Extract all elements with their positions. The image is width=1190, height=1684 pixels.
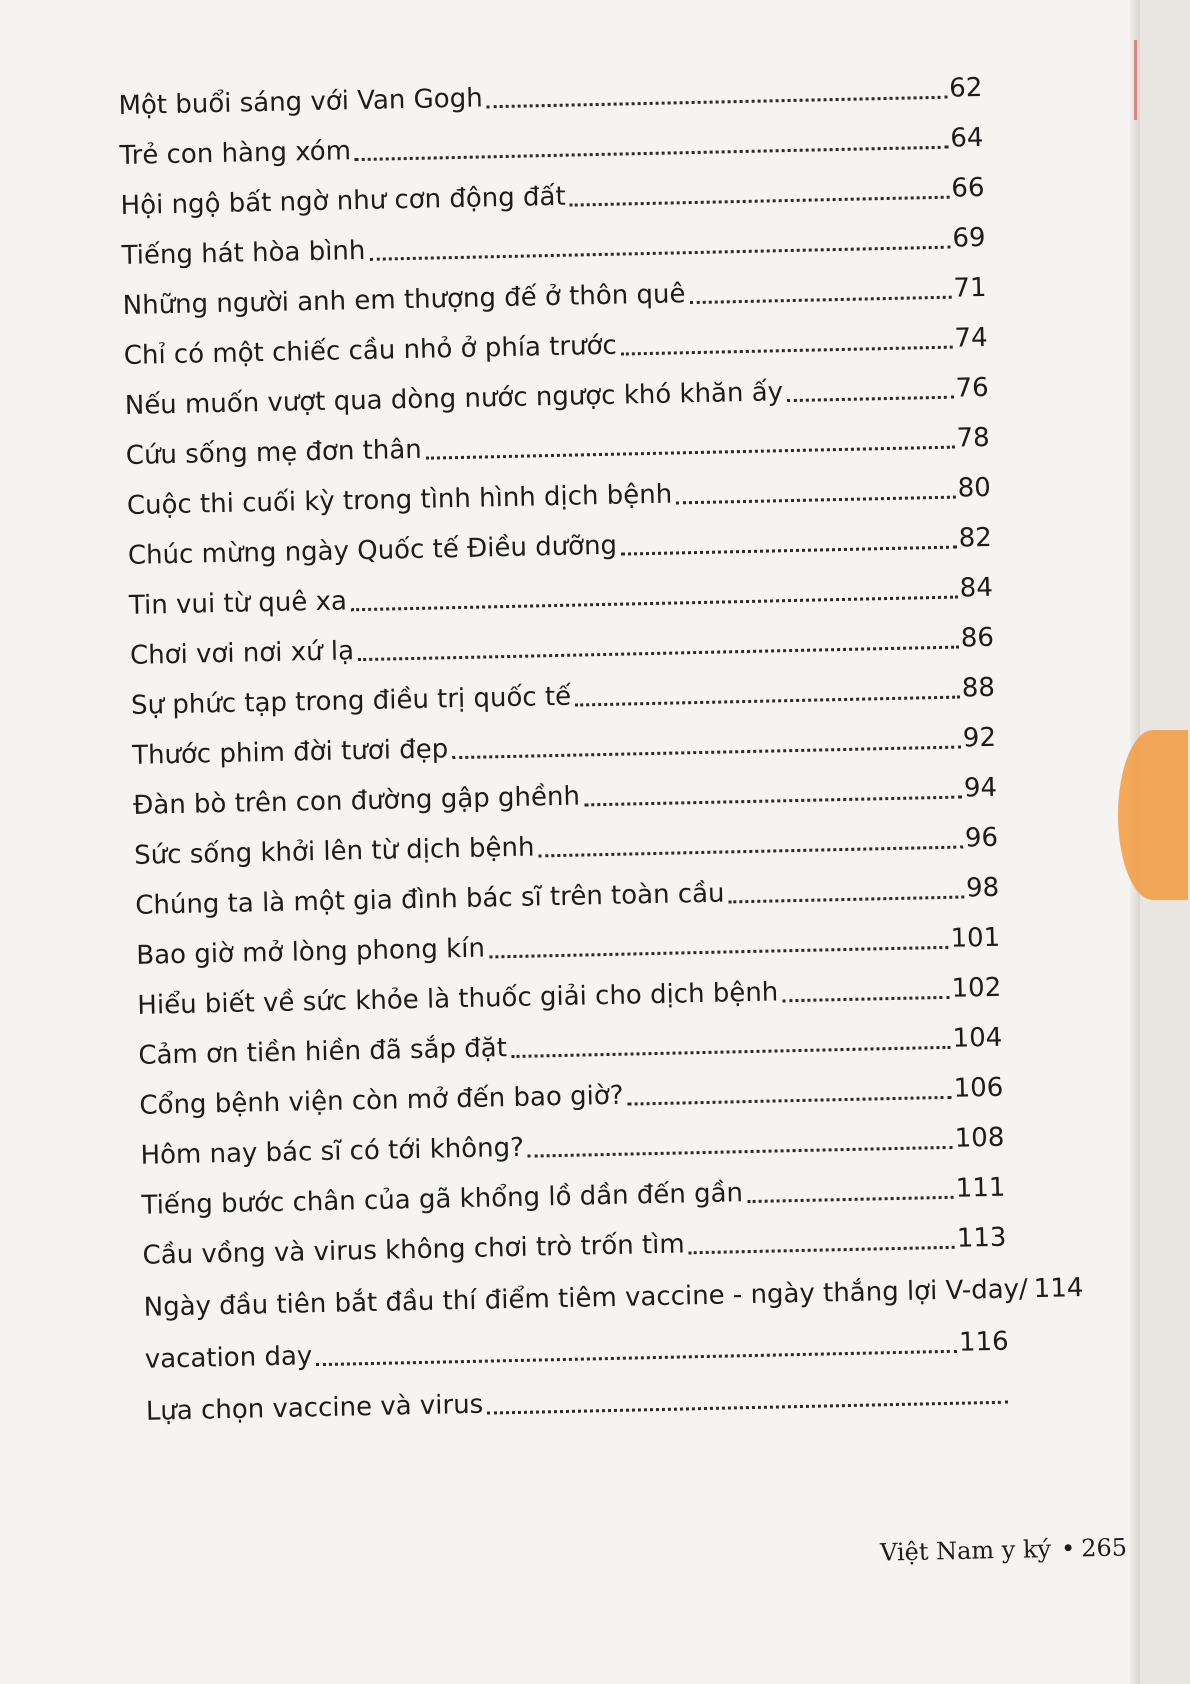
toc-entry bbox=[119, 120, 984, 174]
toc-entry-title: Trẻ con hàng xóm bbox=[119, 136, 352, 172]
page-footer bbox=[880, 1533, 1128, 1566]
leader-dots bbox=[426, 446, 955, 460]
toc-entry bbox=[139, 1070, 1004, 1124]
facing-page-bleed bbox=[1118, 730, 1188, 900]
toc-entry bbox=[129, 570, 994, 624]
toc-entry bbox=[140, 1120, 1005, 1174]
leader-dots bbox=[358, 646, 959, 662]
toc-entry bbox=[127, 470, 992, 524]
toc-entry-page: 98 bbox=[965, 872, 1000, 904]
page-number: 265 bbox=[1080, 1533, 1128, 1563]
toc-entry-title: vacation day bbox=[144, 1341, 313, 1375]
toc-entry-title: Những người anh em thượng đế ở thôn quê bbox=[122, 279, 686, 321]
toc-entry-title: Cứu sống mẹ đơn thân bbox=[125, 434, 423, 471]
leader-dots bbox=[747, 1196, 954, 1203]
toc-entry-title: Cuộc thi cuối kỳ trong tình hình dịch bệnh bbox=[126, 479, 673, 521]
toc-entry-title: Ngày đầu tiên bắt đầu thí điểm tiêm vaccine - ngày thắng lợi V-day/ bbox=[143, 1274, 1029, 1323]
toc-entry-title: Chúc mừng ngày Quốc tế Điều dưỡng bbox=[127, 530, 618, 571]
toc-entry-page: 108 bbox=[954, 1122, 1005, 1154]
leader-dots bbox=[487, 96, 948, 109]
toc-entry-page: 71 bbox=[953, 272, 987, 304]
toc-entry-page: 74 bbox=[954, 322, 988, 354]
toc-entry-title: Hiểu biết về sức khỏe là thuốc giải cho dịch bệnh bbox=[137, 977, 779, 1021]
toc-entry bbox=[130, 620, 995, 674]
toc-entry-page: 94 bbox=[963, 772, 998, 804]
toc-entry-page: 86 bbox=[960, 622, 995, 654]
toc-entry-title: Chúng ta là một gia đình bác sĩ trên toàn cầu bbox=[134, 878, 725, 921]
leader-dots bbox=[489, 946, 949, 959]
toc-entry-page: 66 bbox=[951, 172, 985, 204]
toc-entry bbox=[141, 1170, 1006, 1224]
toc-entry-page: 113 bbox=[956, 1222, 1007, 1254]
toc-entry-title: Tiếng hát hòa bình bbox=[121, 235, 366, 271]
toc-entry bbox=[142, 1220, 1007, 1274]
toc-entry bbox=[135, 870, 1000, 924]
leader-dots bbox=[452, 746, 961, 760]
toc-entry-title: Chơi vơi nơi xứ lạ bbox=[129, 636, 355, 671]
toc-entry-page: 82 bbox=[958, 522, 993, 554]
leader-dots bbox=[539, 846, 964, 858]
toc-entry-page: 64 bbox=[950, 122, 984, 154]
leader-dots bbox=[355, 146, 948, 161]
toc-entry bbox=[132, 720, 997, 774]
leader-dots bbox=[369, 246, 950, 261]
toc-entry bbox=[121, 220, 986, 274]
toc-entry-title: Sức sống khởi lên từ dịch bệnh bbox=[133, 832, 535, 871]
toc-entry bbox=[144, 1324, 1009, 1378]
leader-dots bbox=[487, 1401, 1008, 1415]
toc-entry-title: Hôm nay bác sĩ có tới không? bbox=[140, 1132, 525, 1171]
toc-entry bbox=[124, 370, 989, 424]
toc-entry-page: 62 bbox=[948, 72, 983, 104]
toc-entry bbox=[136, 920, 1001, 974]
toc-entry-title: Hội ngộ bất ngờ như cơn động đất bbox=[120, 181, 566, 222]
leader-dots bbox=[528, 1146, 953, 1158]
toc-entry-page: 116 bbox=[958, 1326, 1009, 1358]
toc-entry bbox=[128, 520, 993, 574]
leader-dots bbox=[621, 346, 953, 356]
toc-entry-page: 101 bbox=[950, 922, 1001, 954]
toc-entry-page: 114 bbox=[1033, 1273, 1084, 1305]
toc-entry bbox=[137, 970, 1002, 1024]
toc-entry-title: Thước phim đời tươi đẹp bbox=[131, 734, 449, 771]
edge-mark bbox=[1134, 40, 1137, 120]
toc-entry bbox=[122, 270, 987, 324]
toc-entry bbox=[118, 70, 983, 124]
toc-entry-title: Cổng bệnh viện còn mở đến bao giờ? bbox=[139, 1080, 624, 1121]
leader-dots bbox=[782, 996, 949, 1003]
toc-entry-page: 80 bbox=[957, 472, 992, 504]
toc-entry bbox=[134, 820, 999, 874]
toc-entry-title: Nếu muốn vượt qua dòng nước ngược khó khăn ấy bbox=[124, 377, 784, 421]
leader-dots bbox=[511, 1046, 951, 1058]
running-title: Việt Nam y ký bbox=[879, 1535, 1052, 1567]
leader-dots bbox=[316, 1350, 957, 1366]
toc-entry-page: 96 bbox=[964, 822, 999, 854]
leader-dots bbox=[575, 696, 960, 707]
toc-entry-title: Đàn bò trên con đường gập ghềnh bbox=[132, 781, 581, 821]
leader-dots bbox=[621, 546, 957, 556]
toc-entry-title: Chỉ có một chiếc cầu nhỏ ở phía trước bbox=[123, 330, 618, 371]
toc-entry-title: Một buổi sáng với Van Gogh bbox=[118, 83, 483, 122]
toc-entry bbox=[146, 1376, 1011, 1430]
toc-entry-page: 69 bbox=[952, 222, 986, 254]
toc-entry-title: Cầu vồng và virus không chơi trò trốn tìm bbox=[142, 1229, 685, 1271]
toc-entry-title: Bao giờ mở lòng phong kín bbox=[136, 933, 486, 971]
toc-entry-page: 88 bbox=[961, 672, 996, 704]
toc-entry bbox=[125, 420, 990, 474]
toc-entry-title: Lựa chọn vaccine và virus bbox=[145, 1389, 484, 1427]
toc-entry-title: Cảm ơn tiền hiền đã sắp đặt bbox=[138, 1033, 508, 1071]
toc-entry-page: 78 bbox=[956, 422, 990, 454]
toc-entry-page: 106 bbox=[953, 1072, 1004, 1104]
toc-entry bbox=[143, 1272, 1084, 1326]
toc-entry-title: Tin vui từ quê xa bbox=[128, 586, 348, 621]
toc-entry-page: 111 bbox=[955, 1172, 1006, 1204]
toc-entry-page: 92 bbox=[962, 722, 997, 754]
leader-dots bbox=[689, 1246, 955, 1255]
toc-entry-page: 104 bbox=[952, 1022, 1003, 1054]
toc-entry bbox=[138, 1020, 1003, 1074]
bullet-icon: • bbox=[1060, 1534, 1076, 1563]
toc-entry-title: Tiếng bước chân của gã khổng lồ dần đến gần bbox=[141, 1178, 744, 1221]
toc-entry-page: 84 bbox=[959, 572, 994, 604]
toc-entry bbox=[120, 170, 985, 224]
toc-entry-title: Sự phức tạp trong điều trị quốc tế bbox=[130, 681, 572, 721]
leader-dots bbox=[570, 196, 950, 207]
leader-dots bbox=[676, 496, 956, 505]
toc-entry-page: 102 bbox=[951, 972, 1002, 1004]
leader-dots bbox=[729, 895, 965, 903]
leader-dots bbox=[584, 796, 962, 807]
leader-dots bbox=[690, 296, 952, 304]
toc-entry bbox=[123, 320, 988, 374]
toc-entry-page: 76 bbox=[955, 372, 989, 404]
leader-dots bbox=[351, 596, 958, 612]
leader-dots bbox=[628, 1096, 952, 1106]
toc-entry bbox=[131, 670, 996, 724]
toc-entry bbox=[133, 770, 998, 824]
leader-dots bbox=[787, 396, 954, 402]
